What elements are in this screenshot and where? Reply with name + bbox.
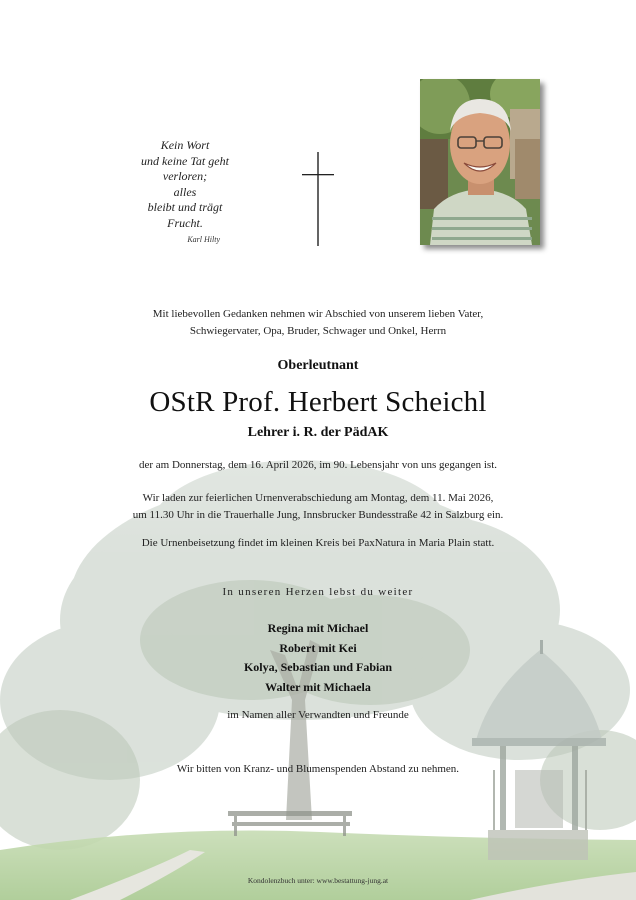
- poem-line: und keine Tat geht: [141, 153, 229, 168]
- cross-icon: [300, 152, 336, 246]
- poem-line: Frucht.: [167, 215, 203, 230]
- portrait-photo: [420, 79, 540, 245]
- poem-author: Karl Hilty: [187, 235, 220, 244]
- military-rank: Oberleutnant: [277, 358, 359, 373]
- intro-text: [0, 306, 636, 340]
- urn-burial-note: Die Urnenbeisetzung findet im kleinen Kreis bei PaxNatura in Maria Plain statt.: [141, 537, 495, 549]
- family-member: Walter mit Michaela: [265, 679, 371, 694]
- family-member: Regina mit Michael: [267, 621, 369, 635]
- intro-line-2: Schwiegervater, Opa, Bruder, Schwager und Onkel, Herrn: [189, 325, 447, 337]
- family-member: Robert mit Kei: [279, 640, 357, 655]
- invitation-line-2: um 11.30 Uhr in die Trauerhalle Jung, Innsbrucker Bundesstraße 42 in Salzburg ein.: [132, 509, 504, 521]
- donations-note: Wir bitten von Kranz- und Blumenspenden Abstand zu nehmen.: [176, 763, 460, 775]
- ceremony-invitation: [0, 490, 636, 524]
- poem-line: bleibt und trägt: [147, 200, 223, 215]
- poem: [110, 138, 260, 232]
- poem-line: Kein Wort: [160, 138, 210, 152]
- relatives-note: im Namen aller Verwandten und Freunde: [227, 709, 409, 721]
- condolence-link[interactable]: Kondolenzbuch unter: www.bestattung-jung.at: [247, 876, 389, 885]
- remembrance-line: In unseren Herzen lebst du weiter: [222, 586, 414, 598]
- deceased-name: OStR Prof. Herbert Scheichl: [149, 386, 487, 418]
- family-list: [0, 619, 636, 697]
- poem-line: verloren;: [162, 169, 208, 184]
- poem-line: alles: [173, 184, 197, 199]
- intro-line-1: Mit liebevollen Gedanken nehmen wir Abschied von unserem lieben Vater,: [152, 308, 484, 320]
- invitation-line-1: Wir laden zur feierlichen Urnenverabschiedung am Montag, dem 11. Mai 2026,: [142, 492, 494, 504]
- family-member: Kolya, Sebastian und Fabian: [243, 660, 393, 674]
- deceased-role: Lehrer i. R. der PädAK: [247, 425, 389, 440]
- death-notice: der am Donnerstag, dem 16. April 2026, im 90. Lebensjahr von uns gegangen ist.: [138, 459, 498, 471]
